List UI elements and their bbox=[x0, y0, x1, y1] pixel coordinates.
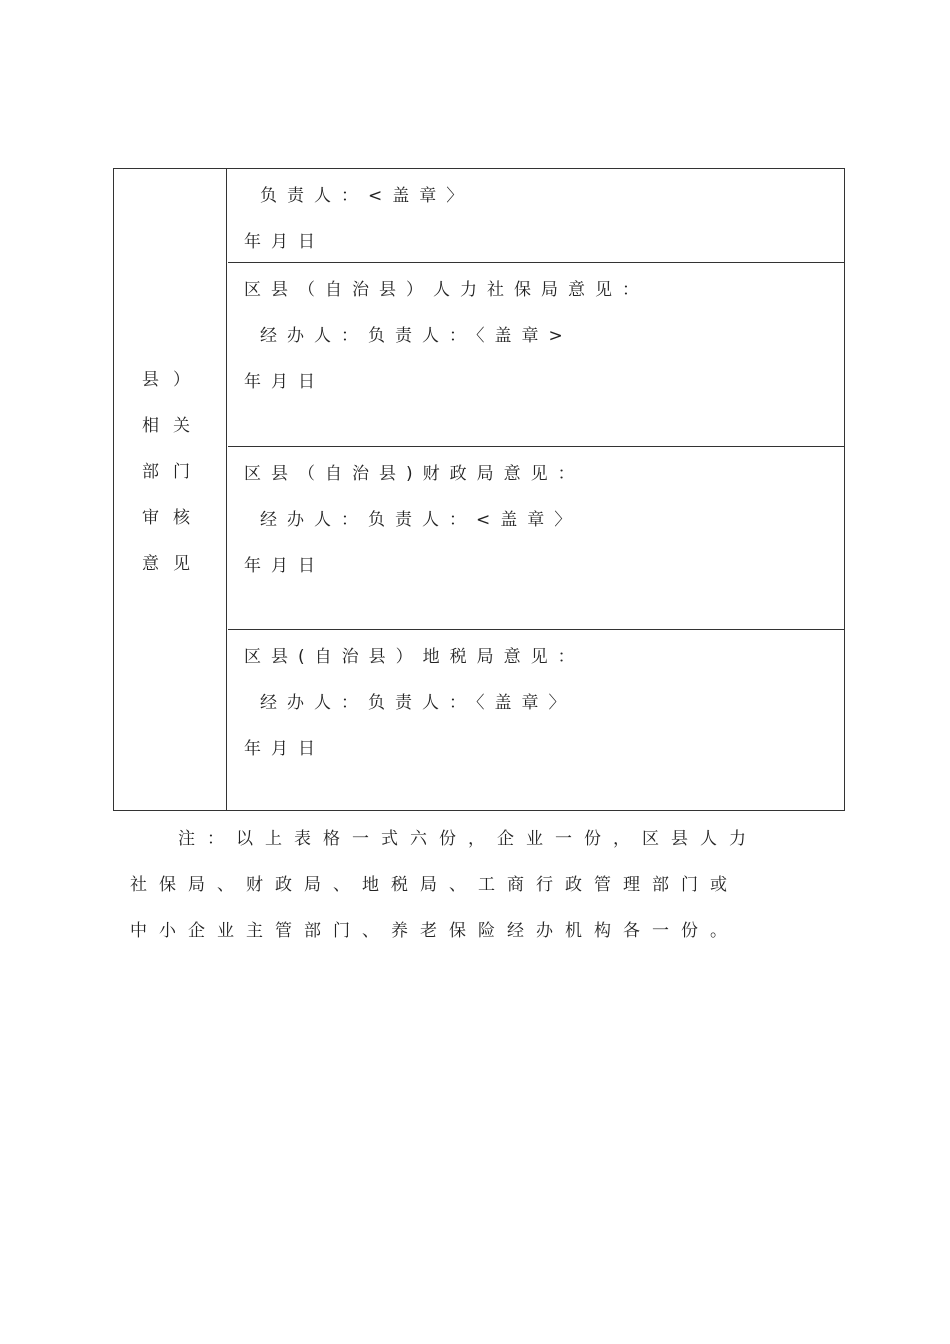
note-line-3: 中小企业主管部门、养老保险经办机构各一份。 bbox=[130, 921, 739, 941]
section-local-tax-bureau bbox=[228, 630, 844, 811]
section-heading: 区县(自治县）地税局意见： bbox=[244, 647, 585, 667]
section-heading: 区县（自治县）人力社保局意见： bbox=[244, 280, 649, 300]
signature-line: 负责人：<盖章〉 bbox=[260, 186, 474, 206]
label-line-3: 部门 bbox=[142, 462, 204, 482]
section-hr-social-security bbox=[228, 263, 844, 447]
department-review-label-cell bbox=[114, 169, 227, 810]
date-line: 年月日 bbox=[244, 232, 325, 252]
label-line-1: 县） bbox=[142, 370, 204, 390]
signature-line: 经办人：负责人：〈盖章> bbox=[260, 326, 573, 346]
section-continued bbox=[228, 169, 844, 263]
date-line: 年月日 bbox=[244, 739, 325, 759]
date-line: 年月日 bbox=[244, 372, 325, 392]
label-line-5: 意见 bbox=[142, 554, 204, 574]
label-line-2: 相关 bbox=[142, 416, 204, 436]
signature-line: 经办人：负责人：〈盖章〉 bbox=[260, 693, 576, 713]
signature-line: 经办人：负责人：<盖章〉 bbox=[260, 510, 582, 530]
date-line: 年月日 bbox=[244, 556, 325, 576]
review-opinion-table bbox=[113, 168, 845, 811]
section-heading: 区县（自治县)财政局意见： bbox=[244, 464, 585, 484]
note-line-2: 社保局、财政局、地税局、工商行政管理部门或 bbox=[130, 875, 739, 895]
section-finance-bureau bbox=[228, 447, 844, 630]
note-line-1: 注：以上表格一式六份，企业一份，区县人力 bbox=[178, 829, 758, 849]
label-line-4: 审核 bbox=[142, 508, 204, 528]
